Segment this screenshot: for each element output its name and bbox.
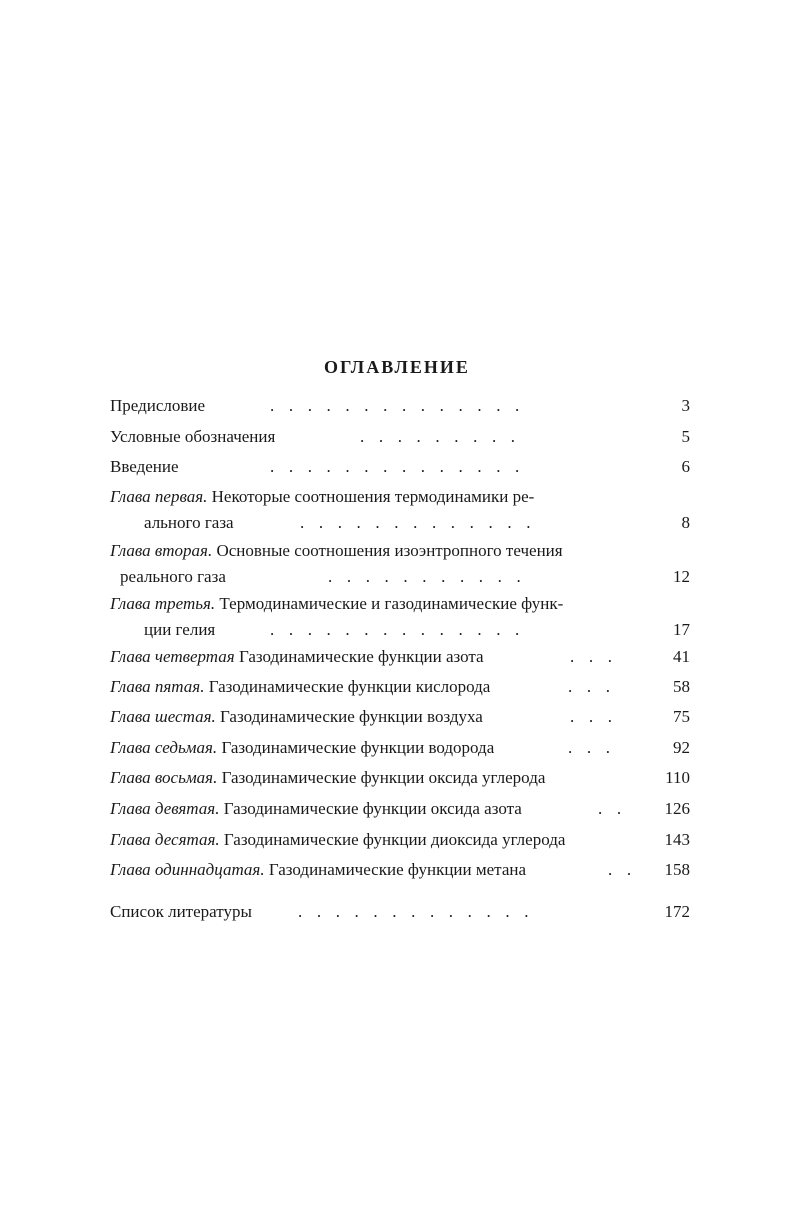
- entry-text-wrap: [110, 677, 490, 697]
- entry-text-wrap: [110, 738, 494, 758]
- chapter-title-line1: Некоторые соотношения термодинамики ре-: [211, 487, 535, 506]
- page-number: 92: [673, 738, 690, 757]
- chapter-label: Глава седьмая.: [110, 738, 218, 757]
- dot-leader: .........: [360, 427, 530, 446]
- toc-entry-chapter-9[interactable]: [110, 799, 692, 829]
- page-number: 58: [673, 677, 690, 696]
- chapter-title: Газодинамические функции оксида углерода: [221, 768, 546, 787]
- dot-leader: ...: [568, 677, 625, 696]
- dot-leader: ...: [568, 738, 625, 757]
- chapter-label: Глава четвертая: [110, 647, 235, 666]
- chapter-title: Газодинамические функции оксида азота: [223, 799, 522, 818]
- toc-entry-chapter-7[interactable]: [110, 738, 692, 768]
- entry-text-wrap: [110, 860, 526, 880]
- page-number: 172: [664, 902, 690, 921]
- entry-text: Список литературы: [110, 902, 252, 921]
- page-number: 126: [664, 799, 690, 818]
- toc-entry-chapter-4[interactable]: [110, 647, 692, 677]
- dot-leader: .............: [298, 902, 544, 921]
- page-number: 6: [681, 457, 690, 476]
- page-number: 17: [673, 620, 690, 639]
- chapter-title-line1: Основные соотношения изоэнтропного течения: [216, 541, 563, 560]
- dot-leader: ..: [608, 860, 646, 879]
- page-number: 8: [681, 513, 690, 532]
- page-number: 3: [681, 396, 690, 415]
- chapter-label: Глава восьмая.: [110, 768, 218, 787]
- entry-text-wrap: [110, 799, 522, 819]
- chapter-label: Глава одиннадцатая.: [110, 860, 265, 879]
- toc-entry-preface[interactable]: [110, 396, 692, 426]
- chapter-title: Газодинамические функции азота: [238, 647, 484, 666]
- page-number: 41: [673, 647, 690, 666]
- toc-entry-chapter-3[interactable]: [110, 594, 692, 650]
- dot-leader: ..............: [270, 396, 534, 415]
- dot-leader: ..............: [270, 457, 534, 476]
- page-number: 12: [673, 567, 690, 586]
- chapter-label: Глава десятая.: [110, 830, 220, 849]
- toc-entry-chapter-1[interactable]: [110, 487, 692, 543]
- toc-entry-chapter-6[interactable]: [110, 707, 692, 737]
- dot-leader: .............: [300, 513, 546, 532]
- chapter-title-line1: Термодинамические и газодинамические функ-: [219, 594, 564, 613]
- chapter-label: Глава первая.: [110, 487, 208, 506]
- chapter-title-line2: ции гелия: [144, 620, 216, 639]
- entry-text-wrap: [110, 830, 565, 850]
- entry-text-wrap: [110, 707, 483, 727]
- toc-entry-notation[interactable]: [110, 427, 692, 457]
- dot-leader: ...: [570, 647, 627, 666]
- chapter-label: Глава шестая.: [110, 707, 216, 726]
- toc-entry-chapter-5[interactable]: [110, 677, 692, 707]
- page-number: 143: [664, 830, 690, 849]
- chapter-title: Газодинамические функции метана: [268, 860, 527, 879]
- toc-entry-introduction[interactable]: [110, 457, 692, 487]
- toc-entry-bibliography[interactable]: [110, 902, 692, 932]
- chapter-title-line2: реального газа: [120, 567, 226, 586]
- page-number: 110: [665, 768, 690, 787]
- toc-entry-chapter-10[interactable]: [110, 830, 692, 860]
- chapter-title: Газодинамические функции воздуха: [220, 707, 483, 726]
- chapter-title: Газодинамические функции кислорода: [208, 677, 491, 696]
- toc-entry-chapter-2[interactable]: [110, 541, 692, 597]
- chapter-title: Газодинамические функции диоксида углерода: [223, 830, 566, 849]
- page-title: ОГЛАВЛЕНИЕ: [324, 357, 470, 377]
- dot-leader: ...........: [328, 567, 536, 586]
- page-number: 5: [681, 427, 690, 446]
- toc-entry-chapter-11[interactable]: [110, 860, 692, 890]
- entry-text: Введение: [110, 457, 179, 476]
- chapter-title-line2: ального газа: [144, 513, 234, 532]
- dot-leader: ..: [598, 799, 636, 818]
- page-number: 158: [664, 860, 690, 879]
- chapter-title: Газодинамические функции водорода: [221, 738, 495, 757]
- chapter-label: Глава вторая.: [110, 541, 213, 560]
- dot-leader: ...: [570, 707, 627, 726]
- dot-leader: ..............: [270, 620, 534, 639]
- chapter-label: Глава пятая.: [110, 677, 205, 696]
- page-number: 75: [673, 707, 690, 726]
- toc-entry-chapter-8[interactable]: [110, 768, 692, 798]
- chapter-label: Глава третья.: [110, 594, 216, 613]
- entry-text: Предисловие: [110, 396, 206, 415]
- entry-text: Условные обозначения: [110, 427, 276, 446]
- chapter-label: Глава девятая.: [110, 799, 220, 818]
- entry-text-wrap: [110, 768, 545, 788]
- entry-text-wrap: [110, 647, 484, 667]
